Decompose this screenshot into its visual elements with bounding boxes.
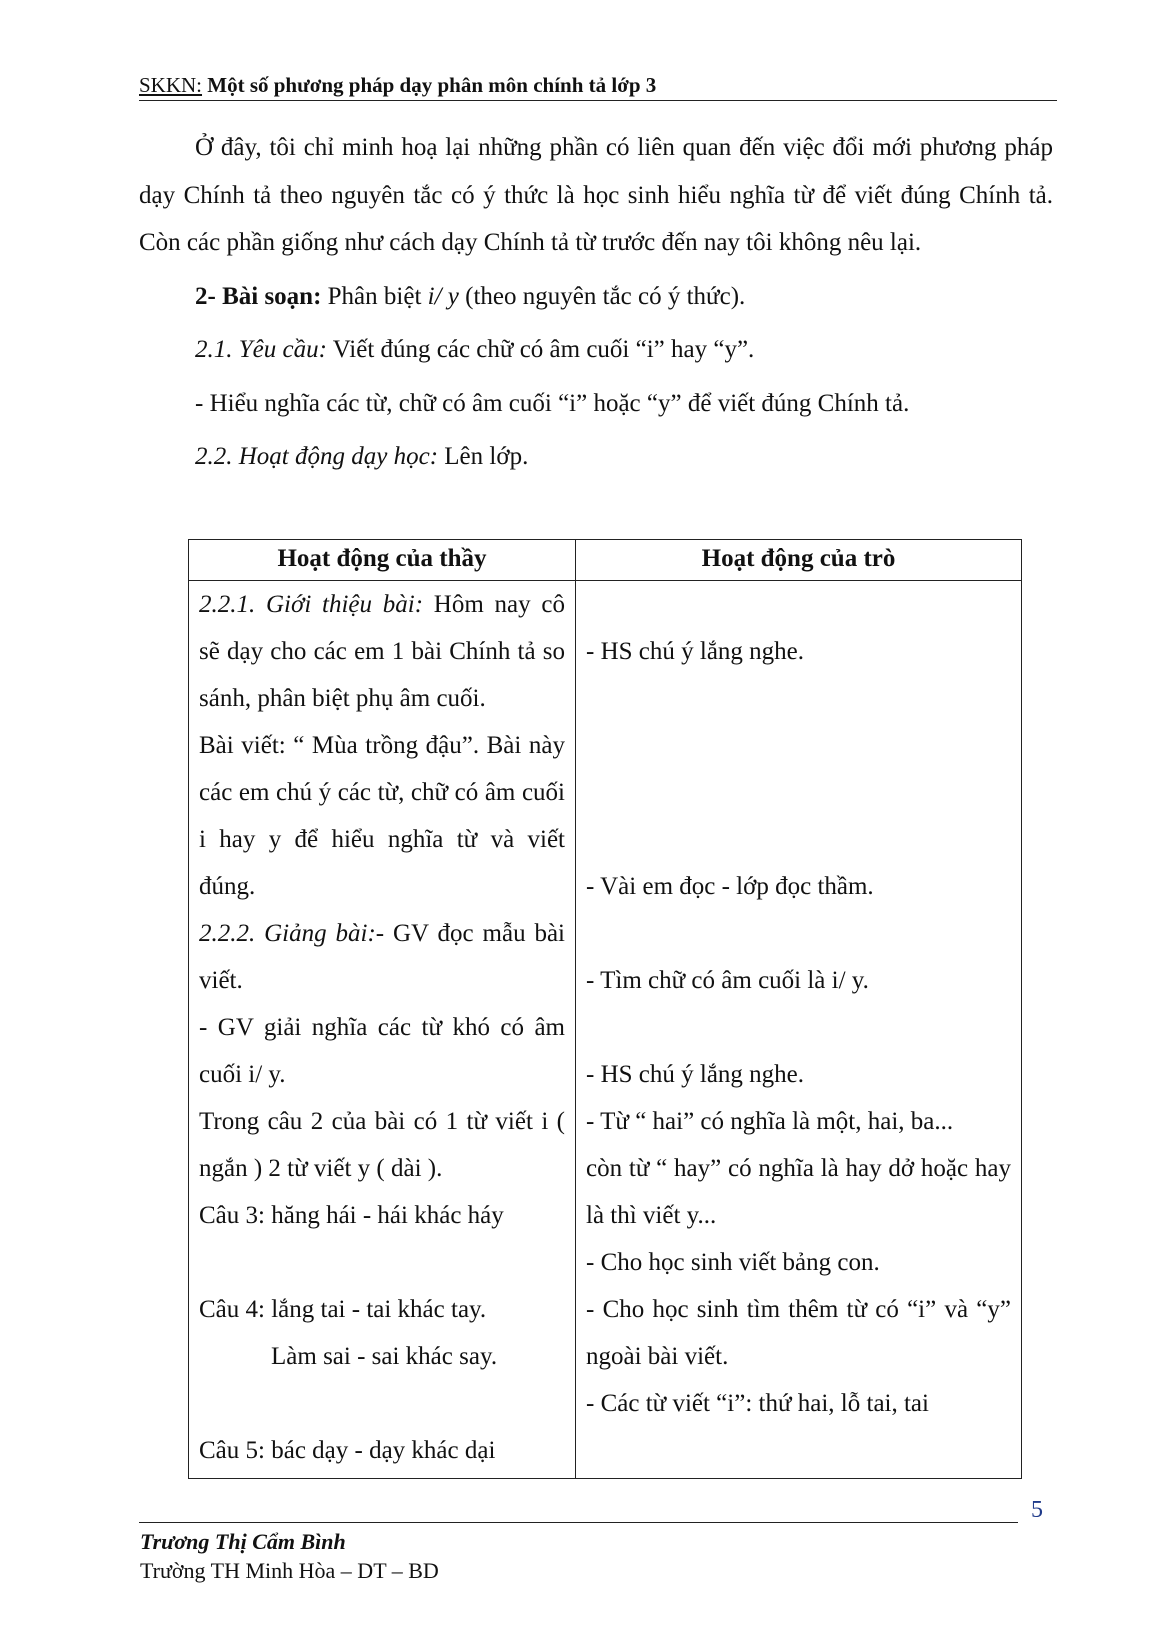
teacher-text: Câu 4: lắng tai - tai khác tay. — [199, 1296, 487, 1323]
requirement-line — [139, 326, 1053, 374]
cell-text — [199, 910, 565, 1004]
lesson-text: Phân biệt — [321, 282, 428, 310]
teacher-text: - GV đọc mẫu bài viết. — [199, 920, 565, 994]
table-header-row — [189, 540, 1022, 581]
lesson-text-end: (theo nguyên tắc có ý thức). — [458, 282, 746, 310]
student-text: - Cho học sinh tìm thêm từ có “i” và “y” ngoài bài viết. — [586, 1296, 1011, 1370]
document-body — [139, 124, 1053, 481]
student-text: - Các từ viết “i”: thứ hai, lỗ tai, tai — [586, 1390, 929, 1417]
footer-school: Trường TH Minh Hòa – DT – BD — [140, 1558, 439, 1583]
activity-text: Lên lớp. — [438, 443, 529, 470]
lesson-letters: i/ y — [427, 282, 459, 310]
teacher-text: Hôm nay cô sẽ dạy cho các em 1 bài Chính tả so sánh, phân biệt phụ âm cuối. — [199, 591, 565, 712]
header-prefix: SKKN: — [139, 73, 203, 97]
table-row — [189, 581, 1022, 1479]
footer-author: Trương Thị Cẩm Bình — [140, 1529, 346, 1554]
teacher-text: Bài viết: “ Mùa trồng đậu”. Bài này các em chú ý các từ, chữ có âm cuối i hay y để hiểu nghĩa từ và viết đúng. — [199, 732, 565, 900]
student-text: - Vài em đọc - lớp đọc thầm. — [586, 873, 874, 900]
page-header — [139, 72, 1057, 101]
requirement-line-2: - Hiểu nghĩa các từ, chữ có âm cuối “i” hoặc “y” để viết đúng Chính tả. — [195, 389, 910, 417]
student-text: - HS chú ý lắng nghe. — [586, 1061, 805, 1088]
student-text: - Cho học sinh viết bảng con. — [586, 1249, 880, 1276]
header-title: Một số phương pháp dạy phân môn chính tả lớp 3 — [202, 73, 657, 97]
header-teacher: Hoạt động của thầy — [189, 540, 576, 581]
lesson-heading — [139, 273, 1053, 321]
teacher-cell — [189, 581, 576, 1479]
page-number: 5 — [1031, 1497, 1043, 1523]
teacher-text: Làm sai - sai khác say. — [271, 1343, 498, 1370]
teacher-text: - GV giải nghĩa các từ khó có âm cuối i/ y. — [199, 1014, 565, 1088]
student-text: - Từ “ hai” có nghĩa là một, hai, ba... — [586, 1108, 954, 1135]
student-text: - HS chú ý lắng nghe. — [586, 638, 805, 665]
teacher-text: Câu 3: hăng hái - hái khác háy — [199, 1202, 504, 1229]
student-text: còn từ “ hay” có nghĩa là hay dở hoặc hay là thì viết y... — [586, 1155, 1011, 1229]
lesson-table — [188, 539, 1022, 1479]
lesson-label: 2- Bài soạn: — [195, 282, 322, 310]
teacher-text: Trong câu 2 của bài có 1 từ viết i ( ngắn ) 2 từ viết y ( dài ). — [199, 1108, 565, 1182]
header-student: Hoạt động của trò — [576, 540, 1022, 581]
student-cell — [576, 581, 1022, 1479]
intro-paragraph: Ở đây, tôi chỉ minh hoạ lại những phần có liên quan đến việc đổi mới phương pháp dạy Chính tả theo nguyên tắc có ý thức là học sinh hiểu nghĩa từ để viết đúng Chính tả. Còn các phần giống như cách dạy Chính tả từ trước đến nay tôi không nêu lại. — [139, 134, 1053, 256]
teacher-text: Câu 5: bác dạy - dạy khác dại — [199, 1437, 496, 1464]
footer-divider — [139, 1522, 1018, 1523]
cell-text — [199, 581, 565, 722]
requirement-label: 2.1. Yêu cầu: — [195, 336, 327, 363]
student-text: - Tìm chữ có âm cuối là i/ y. — [586, 967, 869, 994]
activity-line — [139, 433, 1053, 481]
activity-label: 2.2. Hoạt động dạy học: — [195, 443, 439, 470]
section-label: 2.2.1. Giới thiệu bài: — [199, 591, 424, 618]
section-label: 2.2.2. Giảng bài: — [199, 920, 376, 947]
requirement-text: Viết đúng các chữ có âm cuối “i” hay “y”. — [326, 336, 755, 363]
